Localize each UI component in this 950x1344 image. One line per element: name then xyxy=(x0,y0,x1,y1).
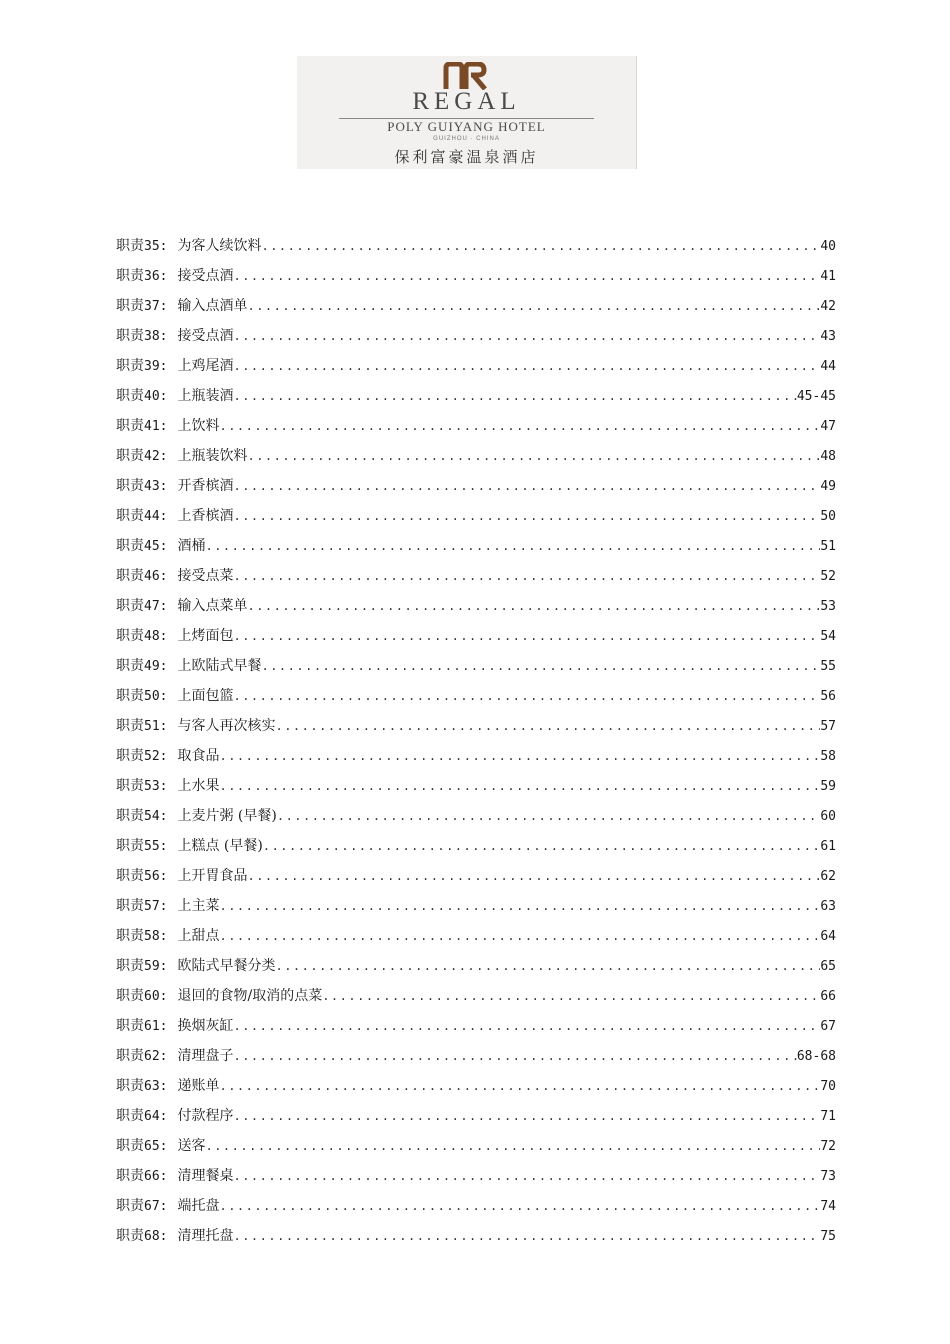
toc-entry-label: 职责 xyxy=(116,268,144,284)
toc-entry-number: 56: xyxy=(144,869,168,884)
hotel-logo xyxy=(297,56,637,169)
toc-dot-leader xyxy=(277,804,820,828)
toc-entry-page: 45-45 xyxy=(796,389,836,404)
toc-entry-title: 接受点酒 xyxy=(177,328,234,344)
toc-entry-label: 职责 xyxy=(116,1078,144,1094)
toc-entry[interactable] xyxy=(116,234,836,264)
toc-dot-leader xyxy=(233,384,796,408)
toc-dot-leader xyxy=(219,1194,820,1218)
toc-entry-label: 职责 xyxy=(116,358,144,374)
toc-entry-title: 清理盘子 xyxy=(177,1048,234,1064)
toc-entry-number: 66: xyxy=(144,1169,168,1184)
toc-entry-number: 38: xyxy=(144,329,168,344)
toc-entry-page: 53 xyxy=(820,599,836,614)
toc-entry-label: 职责 xyxy=(116,508,144,524)
toc-entry[interactable] xyxy=(116,1014,836,1044)
toc-entry[interactable] xyxy=(116,1104,836,1134)
toc-dot-leader xyxy=(219,744,820,768)
toc-dot-leader xyxy=(233,1044,796,1068)
toc-entry-title: 上开胃食品 xyxy=(177,868,248,884)
toc-dot-leader xyxy=(233,1164,820,1188)
toc-entry-label: 职责 xyxy=(116,328,144,344)
toc-entry-number: 60: xyxy=(144,989,168,1004)
toc-entry[interactable] xyxy=(116,834,836,864)
toc-entry-label: 职责 xyxy=(116,688,144,704)
toc-entry-number: 42: xyxy=(144,449,168,464)
toc-dot-leader xyxy=(219,924,820,948)
toc-entry-title: 换烟灰缸 xyxy=(177,1018,234,1034)
toc-entry[interactable] xyxy=(116,924,836,954)
toc-entry-number: 43: xyxy=(144,479,168,494)
toc-entry-label: 职责 xyxy=(116,448,144,464)
toc-entry-number: 52: xyxy=(144,749,168,764)
toc-entry-label: 职责 xyxy=(116,1018,144,1034)
toc-entry-title: 上面包篮 xyxy=(177,688,234,704)
toc-entry[interactable] xyxy=(116,1224,836,1254)
toc-entry-page: 68-68 xyxy=(796,1049,836,1064)
toc-entry-label: 职责 xyxy=(116,568,144,584)
toc-entry-page: 66 xyxy=(820,989,836,1004)
toc-entry-number: 44: xyxy=(144,509,168,524)
toc-entry-number: 47: xyxy=(144,599,168,614)
toc-entry-title: 退回的食物/取消的点菜 xyxy=(177,988,323,1004)
toc-entry-label: 职责 xyxy=(116,718,144,734)
toc-entry-number: 37: xyxy=(144,299,168,314)
toc-entry-label: 职责 xyxy=(116,298,144,314)
toc-entry-number: 40: xyxy=(144,389,168,404)
toc-entry-number: 45: xyxy=(144,539,168,554)
toc-dot-leader xyxy=(247,594,820,618)
toc-entry[interactable] xyxy=(116,804,836,834)
toc-entry-page: 60 xyxy=(820,809,836,824)
toc-entry-title: 上水果 xyxy=(177,778,220,794)
toc-entry[interactable] xyxy=(116,744,836,774)
toc-dot-leader xyxy=(219,414,820,438)
toc-entry[interactable] xyxy=(116,294,836,324)
toc-entry-number: 50: xyxy=(144,689,168,704)
toc-entry-number: 55: xyxy=(144,839,168,854)
logo-location: GUIZHOU · CHINA xyxy=(433,136,500,142)
toc-entry-page: 56 xyxy=(820,689,836,704)
toc-entry-label: 职责 xyxy=(116,988,144,1004)
toc-entry-number: 64: xyxy=(144,1109,168,1124)
toc-entry-label: 职责 xyxy=(116,1198,144,1214)
toc-entry-label: 职责 xyxy=(116,868,144,884)
toc-dot-leader xyxy=(275,954,820,978)
toc-entry-page: 47 xyxy=(820,419,836,434)
toc-dot-leader xyxy=(322,984,820,1008)
toc-dot-leader xyxy=(247,444,820,468)
toc-entry-page: 44 xyxy=(820,359,836,374)
toc-entry-page: 50 xyxy=(820,509,836,524)
toc-dot-leader xyxy=(263,834,820,858)
toc-entry-label: 职责 xyxy=(116,238,144,254)
toc-dot-leader xyxy=(233,264,820,288)
toc-entry-page: 67 xyxy=(820,1019,836,1034)
toc-entry-page: 51 xyxy=(820,539,836,554)
toc-entry-title: 取食品 xyxy=(177,748,220,764)
toc-entry-title: 上饮料 xyxy=(177,418,220,434)
toc-entry-title: 上麦片粥 (早餐) xyxy=(177,808,277,824)
toc-entry-number: 62: xyxy=(144,1049,168,1064)
toc-entry-title: 清理托盘 xyxy=(177,1228,234,1244)
toc-entry-label: 职责 xyxy=(116,1168,144,1184)
toc-entry-label: 职责 xyxy=(116,748,144,764)
toc-entry[interactable] xyxy=(116,624,836,654)
toc-entry-title: 上瓶装酒 xyxy=(177,388,234,404)
toc-entry[interactable] xyxy=(116,1074,836,1104)
toc-entry-page: 41 xyxy=(820,269,836,284)
toc-entry[interactable] xyxy=(116,384,836,414)
toc-entry[interactable] xyxy=(116,1044,836,1074)
toc-entry-label: 职责 xyxy=(116,1138,144,1154)
toc-entry-number: 67: xyxy=(144,1199,168,1214)
toc-entry-page: 73 xyxy=(820,1169,836,1184)
toc-entry-title: 上糕点 (早餐) xyxy=(177,838,263,854)
toc-entry-number: 53: xyxy=(144,779,168,794)
toc-entry-title: 上瓶装饮料 xyxy=(177,448,248,464)
toc-entry-title: 与客人再次核实 xyxy=(177,718,276,734)
toc-entry-number: 68: xyxy=(144,1229,168,1244)
toc-entry-label: 职责 xyxy=(116,898,144,914)
toc-entry-page: 55 xyxy=(820,659,836,674)
toc-entry-number: 54: xyxy=(144,809,168,824)
toc-entry-number: 36: xyxy=(144,269,168,284)
toc-entry-label: 职责 xyxy=(116,1228,144,1244)
toc-entry-title: 上香槟酒 xyxy=(177,508,234,524)
toc-entry-label: 职责 xyxy=(116,628,144,644)
toc-entry[interactable] xyxy=(116,774,836,804)
toc-dot-leader xyxy=(233,324,820,348)
toc-entry[interactable] xyxy=(116,954,836,984)
logo-brand-text: REGAL xyxy=(412,88,521,115)
toc-entry-label: 职责 xyxy=(116,808,144,824)
toc-entry-number: 63: xyxy=(144,1079,168,1094)
toc-entry-page: 70 xyxy=(820,1079,836,1094)
toc-entry-label: 职责 xyxy=(116,538,144,554)
toc-entry[interactable] xyxy=(116,1134,836,1164)
toc-entry-label: 职责 xyxy=(116,658,144,674)
toc-entry-title: 送客 xyxy=(177,1138,206,1154)
toc-dot-leader xyxy=(233,1014,820,1038)
toc-dot-leader xyxy=(233,474,820,498)
toc-dot-leader xyxy=(233,684,820,708)
toc-entry-title: 上鸡尾酒 xyxy=(177,358,234,374)
toc-entry-title: 端托盘 xyxy=(177,1198,220,1214)
toc-entry[interactable] xyxy=(116,1164,836,1194)
toc-entry-label: 职责 xyxy=(116,1108,144,1124)
toc-entry-page: 49 xyxy=(820,479,836,494)
toc-dot-leader xyxy=(233,504,820,528)
toc-entry[interactable] xyxy=(116,264,836,294)
toc-entry[interactable] xyxy=(116,714,836,744)
toc-dot-leader xyxy=(233,564,820,588)
toc-entry[interactable] xyxy=(116,564,836,594)
toc-entry-title: 递账单 xyxy=(177,1078,220,1094)
toc-dot-leader xyxy=(205,534,820,558)
toc-entry-title: 输入点菜单 xyxy=(177,598,248,614)
toc-entry-label: 职责 xyxy=(116,958,144,974)
toc-dot-leader xyxy=(219,1074,820,1098)
toc-entry-page: 43 xyxy=(820,329,836,344)
toc-dot-leader xyxy=(233,624,820,648)
toc-dot-leader xyxy=(233,1104,820,1128)
regal-logo-mark-icon xyxy=(443,62,489,90)
toc-entry-number: 61: xyxy=(144,1019,168,1034)
toc-entry-title: 接受点酒 xyxy=(177,268,234,284)
toc-entry-number: 46: xyxy=(144,569,168,584)
toc-entry[interactable] xyxy=(116,324,836,354)
toc-entry-label: 职责 xyxy=(116,388,144,404)
toc-entry-page: 42 xyxy=(820,299,836,314)
toc-entry-page: 61 xyxy=(820,839,836,854)
toc-entry-page: 52 xyxy=(820,569,836,584)
toc-entry-page: 65 xyxy=(820,959,836,974)
toc-entry-number: 41: xyxy=(144,419,168,434)
toc-entry[interactable] xyxy=(116,534,836,564)
toc-entry-page: 75 xyxy=(820,1229,836,1244)
logo-hotel-name: POLY GUIYANG HOTEL xyxy=(387,119,546,134)
toc-entry-title: 欧陆式早餐分类 xyxy=(177,958,276,974)
toc-entry-label: 职责 xyxy=(116,778,144,794)
toc-entry-number: 59: xyxy=(144,959,168,974)
toc-entry-page: 72 xyxy=(820,1139,836,1154)
toc-entry-label: 职责 xyxy=(116,478,144,494)
toc-dot-leader xyxy=(219,774,820,798)
toc-entry[interactable] xyxy=(116,894,836,924)
toc-dot-leader xyxy=(233,1224,820,1248)
toc-entry-title: 付款程序 xyxy=(177,1108,234,1124)
toc-entry-number: 57: xyxy=(144,899,168,914)
toc-dot-leader xyxy=(233,354,820,378)
toc-entry-title: 接受点菜 xyxy=(177,568,234,584)
toc-entry[interactable] xyxy=(116,684,836,714)
toc-entry-number: 39: xyxy=(144,359,168,374)
logo-chinese-name: 保利富豪温泉酒店 xyxy=(394,148,539,166)
toc-entry[interactable] xyxy=(116,594,836,624)
toc-entry-title: 开香槟酒 xyxy=(177,478,234,494)
toc-entry-number: 49: xyxy=(144,659,168,674)
toc-dot-leader xyxy=(247,294,820,318)
toc-dot-leader xyxy=(275,714,820,738)
toc-entry-label: 职责 xyxy=(116,838,144,854)
toc-entry-number: 48: xyxy=(144,629,168,644)
toc-entry-title: 上欧陆式早餐 xyxy=(177,658,262,674)
toc-entry-number: 58: xyxy=(144,929,168,944)
toc-entry-label: 职责 xyxy=(116,928,144,944)
toc-entry-page: 63 xyxy=(820,899,836,914)
toc-dot-leader xyxy=(261,654,820,678)
toc-entry-page: 71 xyxy=(820,1109,836,1124)
toc-entry[interactable] xyxy=(116,474,836,504)
toc-entry[interactable] xyxy=(116,354,836,384)
toc-entry-label: 职责 xyxy=(116,418,144,434)
toc-entry-page: 57 xyxy=(820,719,836,734)
toc-dot-leader xyxy=(205,1134,820,1158)
toc-entry[interactable] xyxy=(116,504,836,534)
toc-entry-label: 职责 xyxy=(116,1048,144,1064)
toc-entry-title: 上烤面包 xyxy=(177,628,234,644)
toc-entry[interactable] xyxy=(116,654,836,684)
toc-entry-page: 48 xyxy=(820,449,836,464)
toc-dot-leader xyxy=(219,894,820,918)
toc-entry[interactable] xyxy=(116,984,836,1014)
toc-entry-number: 35: xyxy=(144,239,168,254)
toc-entry-label: 职责 xyxy=(116,598,144,614)
toc-entry-title: 输入点酒单 xyxy=(177,298,248,314)
toc-dot-leader xyxy=(261,234,820,258)
toc-entry-title: 上主菜 xyxy=(177,898,220,914)
toc-entry-page: 64 xyxy=(820,929,836,944)
toc-entry-number: 65: xyxy=(144,1139,168,1154)
toc-entry-title: 上甜点 xyxy=(177,928,220,944)
toc-entry-page: 40 xyxy=(820,239,836,254)
toc-dot-leader xyxy=(247,864,820,888)
toc-entry-page: 58 xyxy=(820,749,836,764)
toc-entry-title: 清理餐桌 xyxy=(177,1168,234,1184)
toc-entry-page: 54 xyxy=(820,629,836,644)
toc-entry[interactable] xyxy=(116,414,836,444)
toc-entry[interactable] xyxy=(116,864,836,894)
toc-entry-title: 为客人续饮料 xyxy=(177,238,262,254)
toc-entry-page: 62 xyxy=(820,869,836,884)
table-of-contents xyxy=(116,234,836,1254)
toc-entry-page: 59 xyxy=(820,779,836,794)
toc-entry-number: 51: xyxy=(144,719,168,734)
toc-entry-title: 酒桶 xyxy=(177,538,206,554)
toc-entry-page: 74 xyxy=(820,1199,836,1214)
toc-entry[interactable] xyxy=(116,1194,836,1224)
toc-entry[interactable] xyxy=(116,444,836,474)
